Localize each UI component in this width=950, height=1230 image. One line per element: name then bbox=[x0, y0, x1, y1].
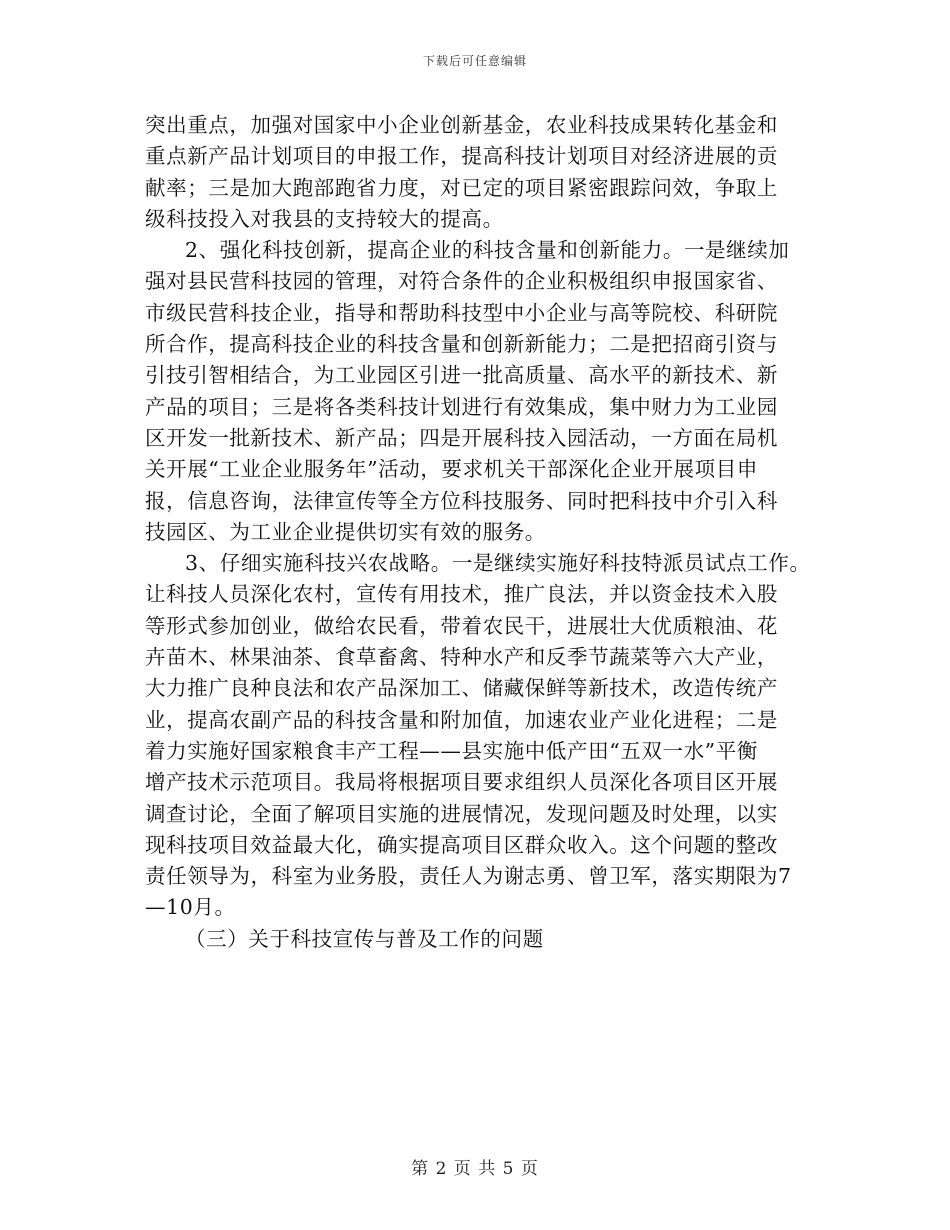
heading-line: （三）关于科技宣传与普及工作的问题 bbox=[185, 926, 544, 951]
text-line: 技园区、为工业企业提供切实有效的服务。 bbox=[145, 519, 546, 544]
text-line: 等形式参加创业，做给农民看，带着农民干，进展壮大优质粮油、花 bbox=[145, 613, 778, 638]
paragraph bbox=[145, 110, 825, 235]
page-header: 下载后可任意编辑 bbox=[422, 54, 527, 68]
text-line: 市级民营科技企业，指导和帮助科技型中小企业与高等院校、科研院 bbox=[145, 300, 778, 325]
text-line: 增产技术示范项目。我局将根据项目要求组织人员深化各项目区开展 bbox=[145, 770, 778, 795]
text-line: 着力实施好国家粮食丰产工程——县实施中低产田“五双一水”平衡 bbox=[145, 738, 758, 763]
text-line: 让科技人员深化农村，宣传有用技术，推广良法，并以资金技术入股 bbox=[145, 582, 778, 607]
document-body bbox=[145, 110, 825, 955]
page-footer: 第 2 页 共 5 页 bbox=[411, 1159, 539, 1179]
text-line: 级科技投入对我县的支持较大的提高。 bbox=[145, 206, 504, 231]
text-line: 所合作，提高科技企业的科技含量和创新新能力；二是把招商引资与 bbox=[145, 332, 778, 357]
text-line: 突出重点，加强对国家中小企业创新基金，农业科技成果转化基金和 bbox=[145, 113, 778, 137]
text-line: 卉苗木、林果油茶、食草畜禽、特种水产和反季节蔬菜等六大产业， bbox=[145, 645, 778, 670]
text-line: 2、强化科技创新，提高企业的科技含量和创新能力。一是继续加 bbox=[185, 238, 790, 263]
text-line: 大力推广良种良法和农产品深加工、储藏保鲜等新技术，改造传统产 bbox=[145, 676, 778, 701]
text-line: 重点新产品计划项目的申报工作，提高科技计划项目对经济进展的贡 bbox=[145, 144, 778, 169]
text-line: 现科技项目效益最大化，确实提高项目区群众收入。这个问题的整改 bbox=[145, 832, 778, 857]
text-line: 关开展“工业企业服务年”活动，要求机关干部深化企业开展项目申 bbox=[145, 457, 758, 482]
text-line: 报，信息咨询，法律宣传等全方位科技服务、同时把科技中介引入科 bbox=[145, 488, 778, 513]
text-line: 区开发一批新技术、新产品；四是开展科技入园活动，一方面在局机 bbox=[145, 425, 778, 450]
section-heading bbox=[145, 924, 825, 955]
paragraph bbox=[145, 548, 825, 924]
text-line: 引技引智相结合，为工业园区引进一批高质量、高水平的新技术、新 bbox=[145, 363, 778, 388]
text-line: 调查讨论，全面了解项目实施的进展情况，发现问题及时处理，以实 bbox=[145, 801, 778, 826]
text-line: 业，提高农副产品的科技含量和附加值，加速农业产业化进程；二是 bbox=[145, 707, 778, 732]
paragraph bbox=[145, 235, 825, 548]
text-line: 产品的项目；三是将各类科技计划进行有效集成，集中财力为工业园 bbox=[145, 394, 778, 419]
text-line: 责任领导为，科室为业务股，责任人为谢志勇、曾卫军，落实期限为7 bbox=[145, 864, 792, 889]
text-line: 3、仔细实施科技兴农战略。一是继续实施好科技特派员试点工作。 bbox=[185, 551, 811, 576]
text-line: 献率；三是加大跑部跑省力度，对已定的项目紧密跟踪问效，争取上 bbox=[145, 175, 778, 200]
text-line: 强对县民营科技园的管理，对符合条件的企业积极组织申报国家省、 bbox=[145, 269, 778, 294]
text-line: —10月。 bbox=[145, 895, 236, 920]
